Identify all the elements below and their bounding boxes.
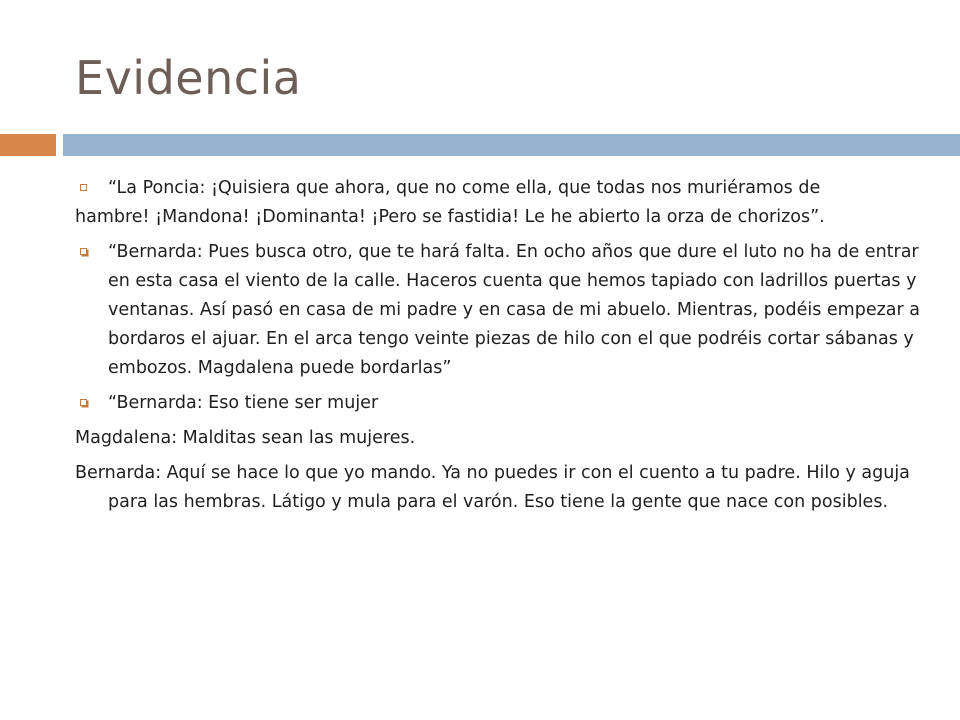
quote-poncia-line-1: “La Poncia: ¡Quisiera que ahora, que no come ella, que todas nos muriéramos de	[108, 178, 821, 198]
quote-bernarda-2-text: “Bernarda: Eso tiene ser mujer	[108, 393, 379, 413]
quote-bernarda-3-text: Bernarda: Aquí se hace lo que yo mando. Ya no puedes ir con el cuento a tu padre. Hilo y aguja para las hembras. Látigo y mula para el varón. Eso tiene la gente que nace con posibles.	[75, 463, 910, 512]
quote-magdalena	[75, 424, 920, 453]
quote-magdalena-text: Magdalena: Malditas sean las mujeres.	[75, 428, 416, 448]
square-bullet-icon	[80, 184, 87, 191]
quote-bernarda-1-text: “Bernarda: Pues busca otro, que te hará falta. En ocho años que dure el luto no ha de entrar en esta casa el viento de la calle. Haceros cuenta que hemos tapiado con ladrillos puertas y ventanas. Así pasó en casa de mi padre y en casa de mi abuelo. Mientras, podéis empezar a bordaros el ajuar. En el arca tengo veinte piezas de hilo con el que podréis cortar sábanas y embozos. Magdalena puede bordarlas”	[108, 242, 920, 378]
slide-content	[75, 174, 920, 523]
accent-bar	[0, 134, 56, 156]
square-bullet-icon	[80, 248, 87, 255]
quote-poncia-line-2: hambre! ¡Mandona! ¡Dominanta! ¡Pero se fastidia! Le he abierto la orza de chorizos”.	[75, 207, 825, 227]
quote-bernarda-3	[75, 459, 920, 517]
slide-title: Evidencia	[75, 51, 302, 105]
title-underline-bar	[63, 134, 960, 156]
square-bullet-icon	[80, 399, 87, 406]
quote-poncia	[75, 174, 920, 232]
quote-bernarda-2	[75, 389, 920, 418]
quote-bernarda-1	[75, 238, 920, 383]
